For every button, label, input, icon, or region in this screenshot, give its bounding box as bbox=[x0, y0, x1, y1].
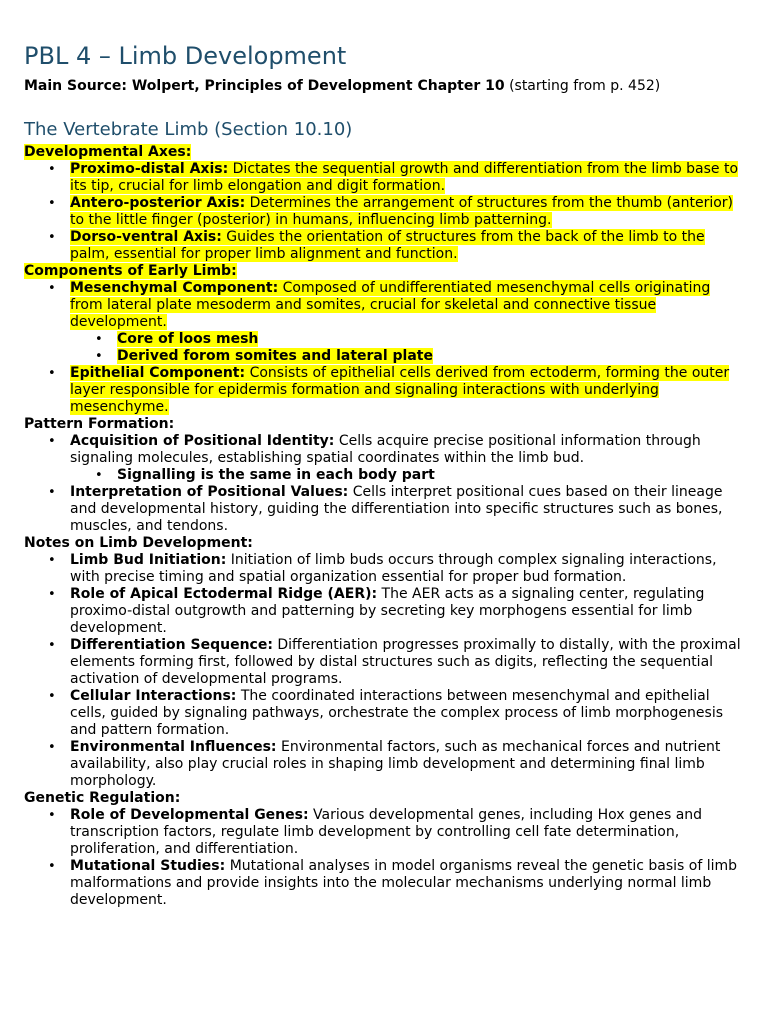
list-item: • Mesenchymal Component: Composed of undifferentiated mesenchymal cells originating from lateral plate mesoderm and somites, crucial for skeletal and connective tissue development. • Core of loos mesh • Derived forom somites and lateral plate bbox=[70, 280, 742, 365]
list-item: • Epithelial Component: Consists of epithelial cells derived from ectoderm, forming the outer layer responsible for epidermis formation and signaling interactions with underlying mesenchyme. bbox=[70, 365, 742, 416]
list-item: • Antero-posterior Axis: Determines the arrangement of structures from the thumb (anterior) to the little finger (posterior) in humans, influencing limb patterning. bbox=[70, 195, 742, 229]
list-item: • Proximo-distal Axis: Dictates the sequential growth and differentiation from the limb base to its tip, crucial for limb elongation and digit formation. bbox=[70, 161, 742, 195]
list-item: • Environmental Influences: Environmental factors, such as mechanical forces and nutrient availability, also play crucial roles in shaping limb development and determining final limb morphology. bbox=[70, 739, 742, 790]
list-item: • Role of Apical Ectodermal Ridge (AER): The AER acts as a signaling center, regulating proximo-distal outgrowth and patterning by secreting key morphogens essential for limb development. bbox=[70, 586, 742, 637]
main-source bbox=[24, 76, 742, 96]
notes-heading: Notes on Limb Development: bbox=[24, 535, 253, 551]
developmental-axes-section bbox=[24, 144, 742, 909]
list-item: • Derived forom somites and lateral plate bbox=[117, 348, 742, 365]
components-list bbox=[24, 280, 742, 416]
list-item: • Differentiation Sequence: Differentiation progresses proximally to distally, with the proximal elements forming first, followed by distal structures such as digits, reflecting the sequential activation of developmental programs. bbox=[70, 637, 742, 688]
section-title: The Vertebrate Limb (Section 10.10) bbox=[24, 119, 353, 140]
list-item: • Role of Developmental Genes: Various developmental genes, including Hox genes and transcription factors, regulate limb development by controlling cell fate determination, proliferation, and differentiation. bbox=[70, 807, 742, 858]
pattern-list bbox=[24, 433, 742, 535]
list-item: • Cellular Interactions: The coordinated interactions between mesenchymal and epithelial cells, guided by signaling pathways, orchestrate the complex process of limb morphogenesis and pattern formation. bbox=[70, 688, 742, 739]
mesenchymal-sublist bbox=[70, 331, 742, 365]
axes-heading: Developmental Axes: bbox=[24, 144, 192, 160]
pattern-heading: Pattern Formation: bbox=[24, 416, 175, 432]
source-note: (starting from p. 452) bbox=[509, 78, 661, 94]
page-title: PBL 4 – Limb Development bbox=[24, 42, 347, 70]
source-label: Main Source: Wolpert, Principles of Development Chapter 10 bbox=[24, 78, 505, 94]
list-item: • Limb Bud Initiation: Initiation of limb buds occurs through complex signaling interactions, with precise timing and spatial organization essential for proper bud formation. bbox=[70, 552, 742, 586]
list-item: • Core of loos mesh bbox=[117, 331, 742, 348]
list-item: • Dorso-ventral Axis: Guides the orientation of structures from the back of the limb to the palm, essential for proper limb alignment and function. bbox=[70, 229, 742, 263]
notes-list bbox=[24, 552, 742, 790]
acquisition-sublist bbox=[70, 467, 742, 484]
list-item: • Mutational Studies: Mutational analyses in model organisms reveal the genetic basis of limb malformations and provide insights into the molecular mechanisms underlying normal limb development. bbox=[70, 858, 742, 909]
list-item: • Acquisition of Positional Identity: Cells acquire precise positional information through signaling molecules, establishing spatial coordinates within the limb bud. • Signalling is the same in each body part bbox=[70, 433, 742, 484]
list-item: • Interpretation of Positional Values: Cells interpret positional cues based on their lineage and developmental history, guiding the differentiation into specific structures such as bones, muscles, and tendons. bbox=[70, 484, 742, 535]
list-item: • Signalling is the same in each body part bbox=[117, 467, 742, 484]
genetic-list bbox=[24, 807, 742, 909]
components-heading: Components of Early Limb: bbox=[24, 263, 237, 279]
genetic-heading: Genetic Regulation: bbox=[24, 790, 181, 806]
axes-list bbox=[24, 161, 742, 263]
